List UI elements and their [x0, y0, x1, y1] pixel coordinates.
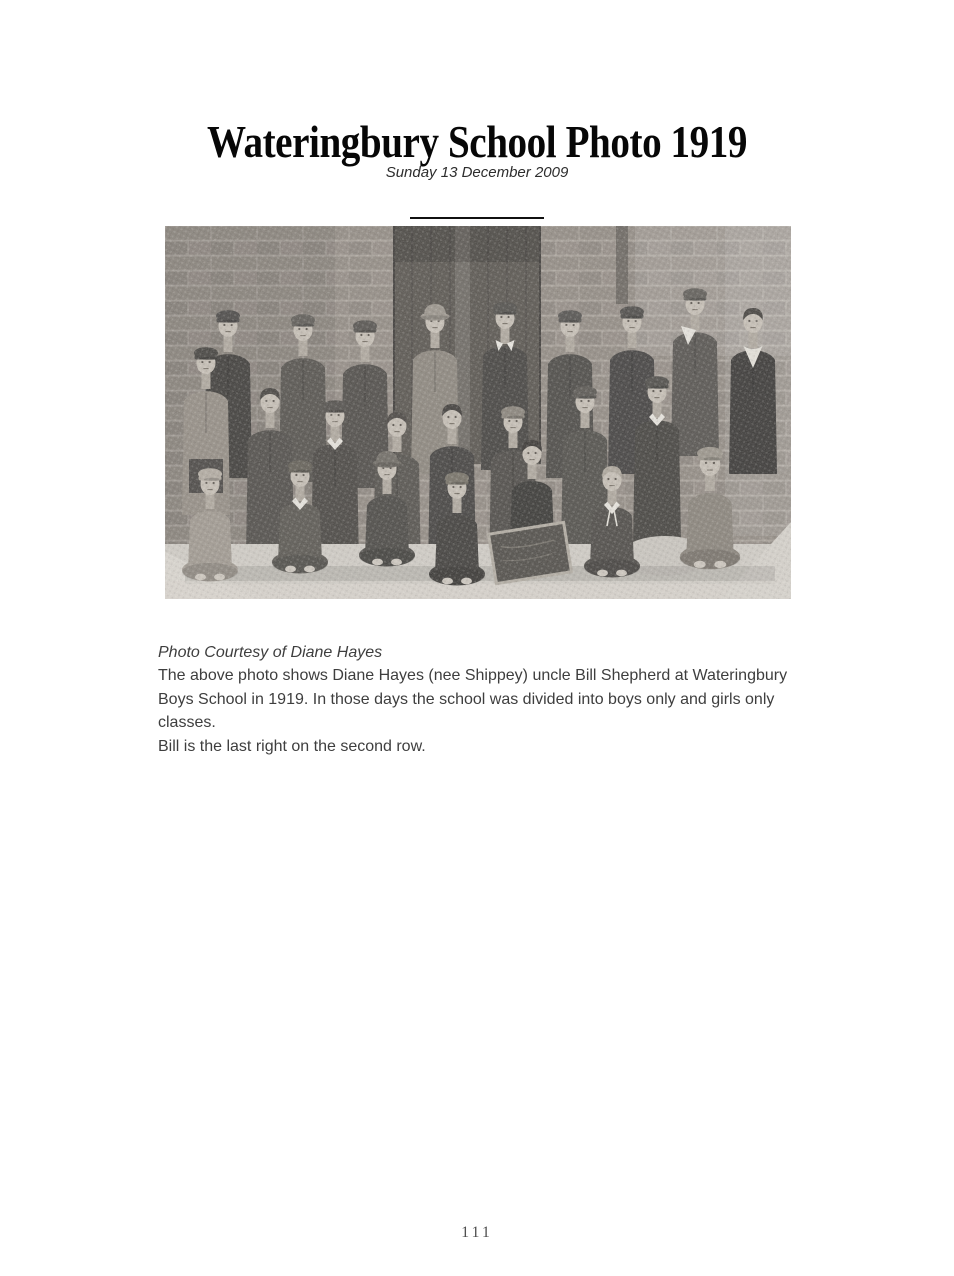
page-number: 111: [461, 1224, 493, 1241]
divider: [410, 217, 544, 219]
body-line: The above photo shows Diane Hayes (nee Shippey) uncle Bill Shepherd at Wateringbury: [158, 667, 788, 685]
page-title: Wateringbury School Photo 1919: [206, 116, 748, 167]
school-photo: [165, 226, 791, 599]
date-line: Sunday 13 December 2009: [385, 164, 569, 181]
photo-credit-line: Photo Courtesy of Diane Hayes: [158, 644, 383, 661]
school-photo-illustration: [165, 226, 791, 599]
body-line: Boys School in 1919. In those days the school was divided into boys only and girls only: [158, 690, 775, 708]
caption-text-block: [158, 641, 818, 758]
body-line: classes.: [158, 714, 216, 732]
note-line: Bill is the last right on the second row.: [158, 737, 426, 755]
